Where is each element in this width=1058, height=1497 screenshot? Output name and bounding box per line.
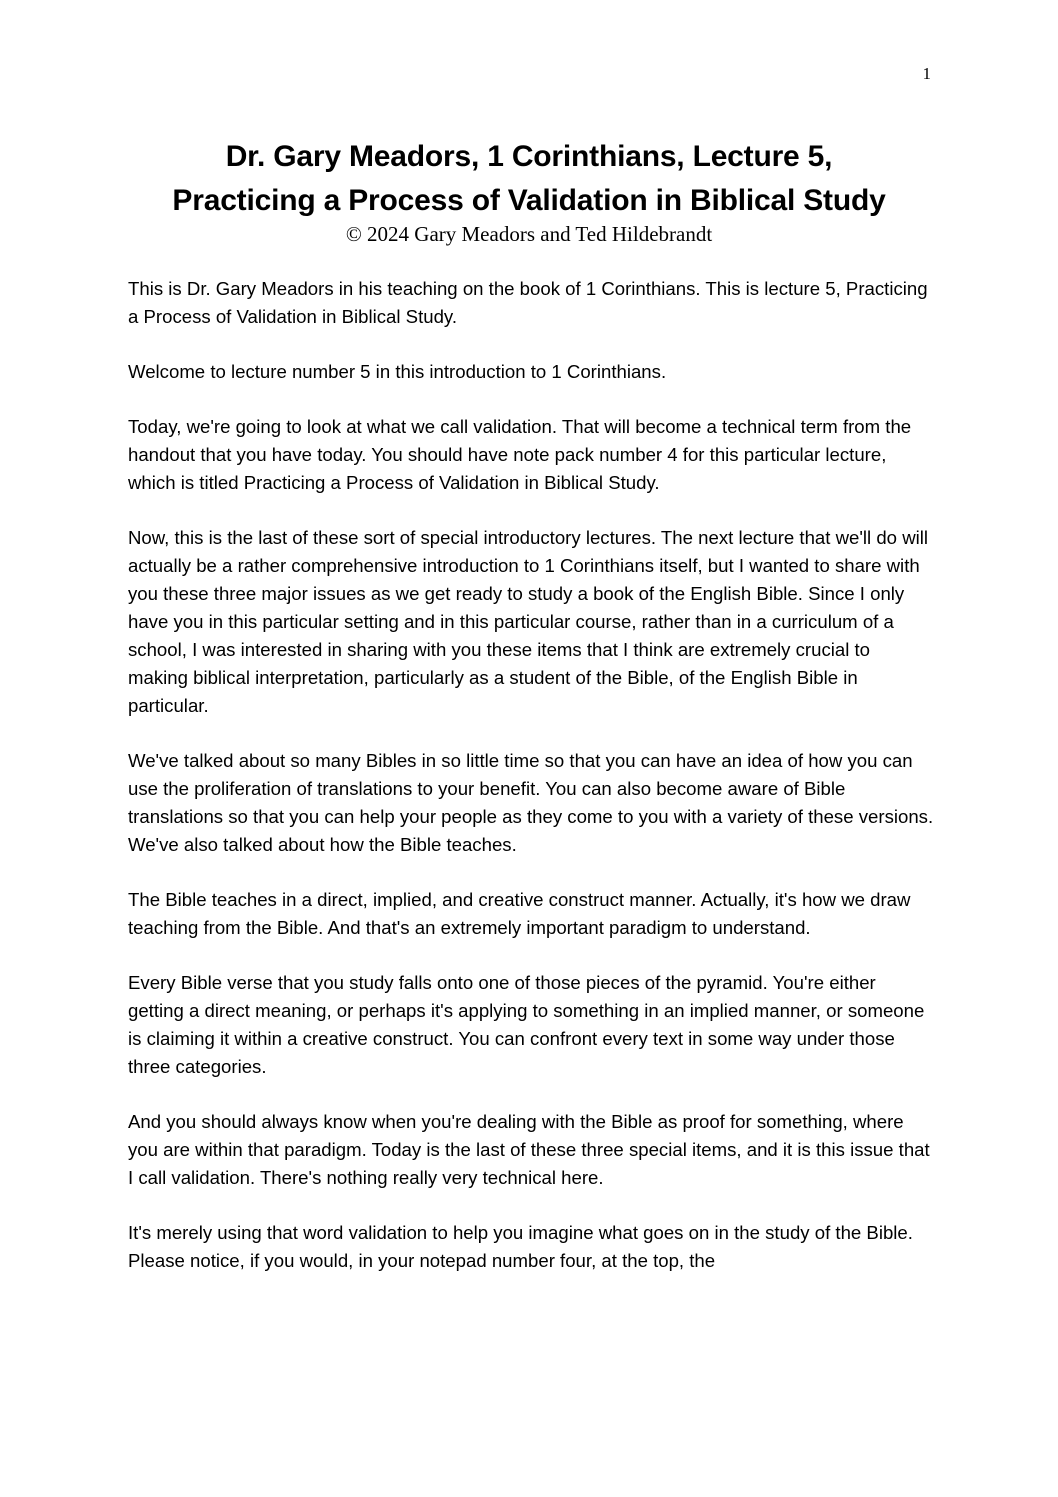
- paragraph: We've talked about so many Bibles in so little time so that you can have an idea of how you can use the proliferation of translations to your benefit. You can also become aware of Bible translations so that you can help your people as they come to you with a variety of these versions. We've also talked about how the Bible teaches.: [128, 750, 934, 855]
- paragraph: This is Dr. Gary Meadors in his teaching on the book of 1 Corinthians. This is lecture 5, Practicing a Process of Validation in Biblical Study.: [128, 278, 928, 327]
- title-line-2: Practicing a Process of Validation in Biblical Study: [172, 184, 886, 217]
- title-line-1: Dr. Gary Meadors, 1 Corinthians, Lecture 5,: [225, 140, 833, 173]
- paragraph: It's merely using that word validation to help you imagine what goes on in the study of the Bible. Please notice, if you would, in your notepad number four, at the top, the: [128, 1222, 913, 1271]
- copyright-notice: © 2024 Gary Meadors and Ted Hildebrandt: [345, 222, 713, 246]
- paragraph: The Bible teaches in a direct, implied, and creative construct manner. Actually, it's how we draw teaching from the Bible. And that's an extremely important paradigm to understand.: [128, 889, 911, 938]
- paragraph: Today, we're going to look at what we call validation. That will become a technical term from the handout that you have today. You should have note pack number 4 for this particular lecture, which is titled Practicing a Process of Validation in Biblical Study.: [128, 416, 912, 493]
- body-text: [128, 275, 934, 1302]
- paragraph: Every Bible verse that you study falls onto one of those pieces of the pyramid. You're either getting a direct meaning, or perhaps it's applying to something in an implied manner, or someone is claiming it within a creative construct. You can confront every text in some way under those three categories.: [128, 972, 925, 1077]
- title-block: [0, 135, 1058, 247]
- paragraph: Now, this is the last of these sort of special introductory lectures. The next lecture that we'll do will actually be a rather comprehensive introduction to 1 Corinthians itself, but I wanted to share with you these three major issues as we get ready to study a book of the English Bible. Since I only have you in this particular setting and in this particular course, rather than in a curriculum of a school, I was interested in sharing with you these items that I think are extremely crucial to making biblical interpretation, particularly as a student of the Bible, of the English Bible in particular.: [128, 527, 929, 716]
- paragraph: And you should always know when you're dealing with the Bible as proof for something, where you are within that paradigm. Today is the last of these three special items, and it is this issue that I call validation. There's nothing really very technical here.: [128, 1111, 930, 1188]
- paragraph: Welcome to lecture number 5 in this introduction to 1 Corinthians.: [128, 361, 667, 382]
- page-number: 1: [922, 64, 931, 83]
